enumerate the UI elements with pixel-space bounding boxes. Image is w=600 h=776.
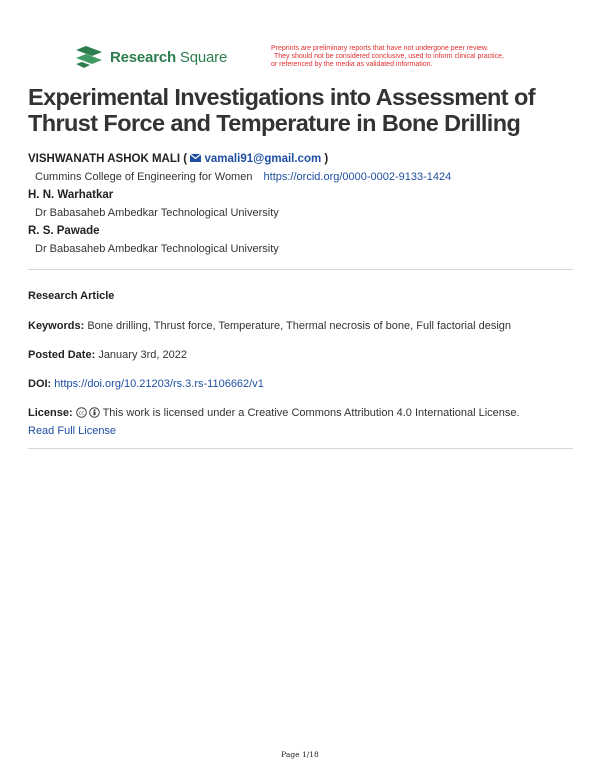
article-type: Research Article: [28, 290, 115, 302]
doi-link[interactable]: https://doi.org/10.21203/rs.3.rs-1106662/v1: [54, 378, 264, 390]
author-1-affiliation-row: [35, 171, 451, 183]
research-square-logo-icon: [76, 46, 102, 68]
keywords-label: Keywords:: [28, 320, 85, 332]
author-affiliation: Cummins College of Engineering for Women: [35, 171, 253, 183]
author-name: VISHWANATH ASHOK MALI: [28, 153, 181, 165]
posted-date-value: January 3rd, 2022: [98, 349, 187, 361]
preprint-disclaimer: [271, 45, 571, 69]
paper-title: Experimental Investigations into Assessment of Thrust Force and Temperature in Bone Drilling: [28, 84, 535, 136]
author-3-affiliation: Dr Babasaheb Ambedkar Technological University: [35, 243, 279, 255]
cc-icon: [76, 407, 87, 418]
read-full-license-link[interactable]: Read Full License: [28, 425, 117, 437]
author-email-link[interactable]: vamali91@gmail.com: [204, 153, 322, 165]
disclaimer-line: or referenced by the media as validated information.: [271, 61, 433, 68]
doi-label: DOI:: [28, 378, 52, 390]
posted-date-row: [28, 349, 187, 361]
author-2-affiliation: Dr Babasaheb Ambedkar Technological University: [35, 207, 279, 219]
doi-row: [28, 378, 264, 390]
svg-text:cc: cc: [78, 410, 84, 417]
divider: [28, 269, 573, 270]
author-3: R. S. Pawade: [28, 225, 100, 237]
author-1: VISHWANATH ASHOK MALI ( vamali91@gmail.com ): [28, 153, 329, 165]
envelope-icon: [190, 154, 201, 162]
posted-date-label: Posted Date:: [28, 349, 96, 361]
disclaimer-line: Preprints are preliminary reports that have not undergone peer review.: [271, 45, 489, 52]
license-label: License:: [28, 407, 73, 419]
logo-brand: Research: [110, 48, 176, 66]
divider: [28, 448, 573, 449]
orcid-link[interactable]: https://orcid.org/0000-0002-9133-1424: [263, 171, 452, 183]
disclaimer-line: They should not be considered conclusive, used to inform clinical practice,: [274, 53, 504, 60]
license-row: [28, 407, 520, 419]
author-2: H. N. Warhatkar: [28, 189, 114, 201]
keywords-row: [28, 320, 511, 332]
license-text: This work is licensed under a Creative Commons Attribution 4.0 International License.: [102, 407, 520, 419]
by-icon: [89, 407, 100, 418]
license-link-row: [28, 425, 116, 437]
page-number: Page 1/18: [281, 750, 319, 759]
keywords-value: Bone drilling, Thrust force, Temperature, Thermal necrosis of bone, Full factorial design: [87, 320, 512, 332]
logo-brand-suffix: Square: [179, 48, 228, 66]
research-square-logo[interactable]: [76, 46, 227, 68]
logo-wordmark: [110, 49, 227, 66]
